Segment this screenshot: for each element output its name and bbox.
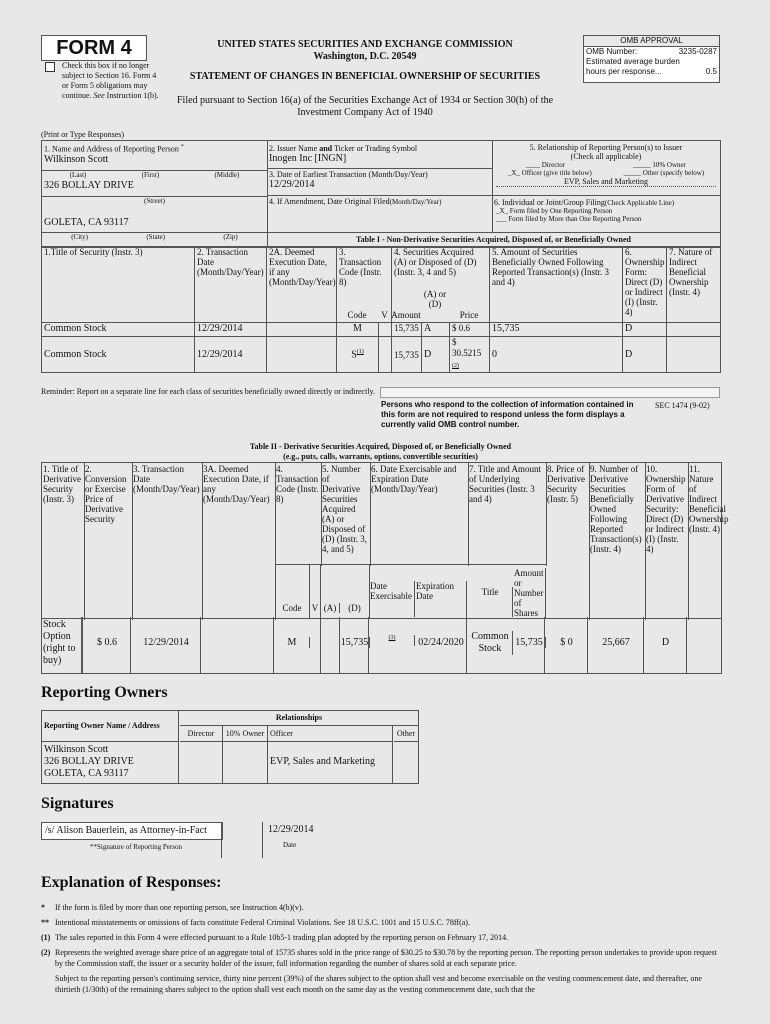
list-item: (2) Represents the weighted average share price of an aggregate total of 15735 shares sold in the price range of $30.25 to $30.78 by the reporting person. The reporting person undertakes to provide upon request by the Commission staff, the issuer or a security holder of the issuer, full information regarding the number of shares sold at each separate price. <box>41 948 717 968</box>
table2-subtitle: (e.g., puts, calls, warrants, options, convertible securities) <box>283 452 478 461</box>
signature-label: **Signature of Reporting Person <box>90 843 182 851</box>
explanation-list <box>41 902 720 995</box>
reporting-owners-table: Reporting Owner Name / Address Relationships Director 10% Owner Officer Other Wilkinson Scott 326 BOLLAY DRIVE GOLETA, CA 93117 EVP, Sales and Marketing <box>41 710 419 784</box>
filed-pursuant: Filed pursuant to Section 16(a) of the Securities Exchange Act of 1934 or Section 30(h) of the Investment Company Act of 1940 <box>176 95 554 118</box>
owner-address: Wilkinson Scott 326 BOLLAY DRIVE GOLETA, CA 93117 <box>42 741 179 783</box>
table-row: Common Stock 12/29/2014 M 15,735 A $ 0.6 15,735 D <box>42 323 721 337</box>
print-type: (Print or Type Responses) <box>41 130 125 139</box>
form-title: FORM 4 <box>56 37 132 59</box>
footnote-link[interactable]: (1) <box>356 348 364 355</box>
signature-field: /s/ Alison Bauerlein, as Attorney-in-Fact <box>41 822 223 840</box>
reporting-person-name: Wilkinson Scott <box>44 153 109 165</box>
signature-date: 12/29/2014 <box>268 824 314 835</box>
reporting-owners-heading: Reporting Owners <box>41 684 168 701</box>
footnote-link[interactable]: (3) <box>388 635 396 641</box>
check-box-text: Check this box if no longer subject to Section 16. Form 4 or Form 5 obligations may continue. See Instruction 1(b). <box>62 61 159 100</box>
reporting-person-section <box>41 140 721 248</box>
table1-title: Table I - Non-Derivative Securities Acquired, Disposed of, or Beneficially Owned <box>267 232 720 248</box>
box5: 5. Relationship of Reporting Person(s) to Issuer (Check all applicable) ____ Director _____ 10% Owner _X_ Officer (give title below) _____ Other (specify below) EVP, Sales and Marketing <box>492 141 720 195</box>
footnote-link[interactable]: (2) <box>452 363 459 369</box>
list-item: (1) The sales reported in this Form 4 were effected pursuant to a Rule 10b5-1 trading plan adopted by the reporting person on February 17, 2014. <box>41 933 509 942</box>
list-item: * If the form is filed by more than one reporting person, see Instruction 4(b)(v). <box>41 903 304 912</box>
explanation-heading: Explanation of Responses: <box>41 874 222 891</box>
omb-burden: Estimated average burden <box>586 57 680 66</box>
table2: 1. Title of Derivative Security (Instr. 3) 2. Conversion or Exercise Price of Derivative Security 3. Transaction Date (Month/Day/Year) 3A. Deemed Execution Date, if any (Month/Day/Year) 4. Transaction Code (Instr. 8) 5. Number of Derivative Securities Acquired (A) or Disposed of (D) (Instr. 3, 4, and 5) 6. Date Exercisable and Expiration Date (Month/Day/Year) 7. Title and Amount of Underlying Securities (Instr. 3 and 4) 8. Price of Derivative Security (Instr. 5) 9. Number of Derivative Securities Beneficially Owned Following Reported Transaction(s) (Instr. 4) 10. Ownership Form of Derivative Security: Direct (D) or Indirect (I) (Instr. 4) 11. Nature of Indirect Beneficial Ownership (Instr. 4) Code V (A) (D) Date Exercisable Expiration Date Title Amount or Number of Shares <box>43 464 729 618</box>
box1: 1. Name and Address of Reporting Person * Wilkinson Scott (Last) (First) (Middle) 326 BOLLAY DRIVE (Street) GOLETA, CA 93117 (City) (State) (Zip) <box>42 141 268 247</box>
statement-title: STATEMENT OF CHANGES IN BENEFICIAL OWNERSHIP OF SECURITIES <box>189 71 541 82</box>
earliest-transaction-date: 12/29/2014 <box>269 179 315 190</box>
no-longer-subject-checkbox[interactable] <box>45 62 55 72</box>
reporting-street: 326 BOLLAY DRIVE <box>44 180 134 191</box>
table-row: Stock Option (right to buy) $ 0.6 12/29/2014 M 15,735 $^{(3)}$ 02/24/2020 Common Stock 15,735 $ 0 25,667 D <box>41 617 722 674</box>
omb-number-row: OMB Number: 3235-0287 <box>586 47 717 56</box>
form-title-box <box>41 35 147 61</box>
sec-form-number: SEC 1474 (9-02) <box>655 401 710 410</box>
agency-name: UNITED STATES SECURITIES AND EXCHANGE COMMISSION <box>217 39 513 50</box>
persons-respond: Persons who respond to the collection of information contained in this form are not required to respond unless the form displays a currently valid OMB control number. <box>381 400 634 429</box>
box2-3-4: 2. Issuer Name and Ticker or Trading Symbol Inogen Inc [INGN] 3. Date of Earliest Transaction (Month/Day/Year) 12/29/2014 4. If Amendment, Date Original Filed(Month/Day/Year) <box>267 141 493 232</box>
table-row: Common Stock 12/29/2014 $S^{(1)}$ 15,735 D $ 30.5215 (2) 0 D <box>42 337 721 373</box>
reporting-city: GOLETA, CA 93117 <box>44 217 129 228</box>
reminder-rule <box>380 387 720 398</box>
table2-title: Table II - Derivative Securities Acquired, Disposed of, or Beneficially Owned <box>249 442 512 451</box>
table1-rows <box>41 322 721 373</box>
omb-hours-row: hours per response... 0.5 <box>586 67 717 76</box>
omb-approval-box <box>583 35 720 83</box>
officer-title: EVP, Sales and Marketing <box>496 177 716 187</box>
agency-city: Washington, D.C. 20549 <box>313 51 417 62</box>
signatures-heading: Signatures <box>41 795 114 812</box>
table1: 1.Title of Security (Instr. 3) 2. Transaction Date (Month/Day/Year) 2A. Deemed Execution Date, if any (Month/Day/Year) 3. Transaction Code (Instr. 8) 4. Securities Acquired (A) or Disposed of (D) (Instr. 3, 4 and 5) 5. Amount of Securities Beneficially Owned Following Reported Transaction(s) (Instr. 3 and 4) 6. Ownership Form: Direct (D) or Indirect (I) (Instr. 4) 7. Nature of Indirect Beneficial Ownership (Instr. 4) <box>41 246 721 323</box>
reminder-text: Reminder: Report on a separate line for each class of securities beneficially owned directly or indirectly. <box>41 387 376 396</box>
table1-subheaders: Code V Amount (A) or (D) Price <box>347 289 479 320</box>
omb-title: OMB APPROVAL <box>584 36 719 47</box>
list-item: ** Intentional misstatements or omissions of facts constitute Federal Criminal Violations. See 18 U.S.C. 1001 and 15 U.S.C. 78ff(a). <box>41 918 470 927</box>
box6: 6. Individual or Joint/Group Filing(Check Applicable Line) _X_ Form filed by One Reporting Person ___ Form filed by More than One Reporting Person <box>492 195 720 233</box>
date-label: Date <box>283 841 297 849</box>
issuer-name: Inogen Inc [INGN] <box>269 153 347 164</box>
list-item: Subject to the reporting person's continuing service, thirty nine percent (39%) of the shares subject to the option shall vest and become exercisable on the vesting commencement date, and thereafter, one thirtieth (1/30th) of the remaining shares subject to the option shall vest each month on the same day as the vesting commencement date, such that the <box>55 974 702 994</box>
